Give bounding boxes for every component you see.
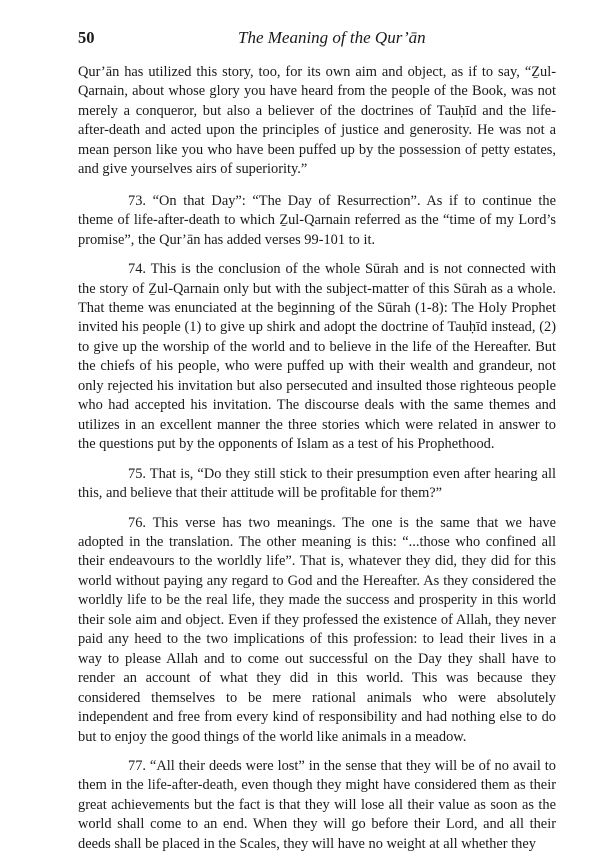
note-73: 73. “On that Day”: “The Day of Resurrection”. As if to continue the theme of life-after-death to which Ẕul-Qarnain referred as the “time of my Lord’s promise”, the Qur’ān has added verses 99-101 to it. — [78, 192, 556, 248]
note-77: 77. “All their deeds were lost” in the sense that they will be of no avail to them in the life-after-death, even though they might have considered them as their great achievements but the fact is that they will lose all their value as soon as the world shall come to an end. When they will go before their Lord, and all their deeds shall be placed in the Scales, they will have no weight at all whether they — [78, 757, 556, 852]
note-75: 75. That is, “Do they still stick to their presumption even after hearing all this, and believe that their attitude will be profitable for them?” — [78, 465, 556, 502]
paragraph-continuation: Qur’ān has utilized this story, too, for its own aim and object, as if to say, “Ẕul-Qarnain, about whose glory you have heard from the people of the Book, was not merely a conqueror, but also a believer of the doctrines of Tauḥīd and the life-after-death and acted upon the principles of justice and generosity. He was not a mean person like you who have been puffed up by the possession of petty estates, and give yourselves airs of superiority.” — [78, 64, 556, 178]
page-number: 50 — [78, 28, 95, 47]
page-header — [78, 28, 560, 52]
note-76: 76. This verse has two meanings. The one is the same that we have adopted in the translation. The other meaning is this: “...those who confined all their endeavours to the worldly life”. That is, whatever they did, they did for this world without paying any regard to God and the Hereafter. As they considered the worldly life to be the real life, they made the success and prosperity in this world their sole aim and object. Even if they professed the existence of Allah, they never paid any heed to the two implications of this profession: to lead their lives in a way to please Allah and to come out successful on the Day they shall have to render an account of what they did in this world. This was because they considered themselves to be mere rational animals who were absolutely independent and free from every kind of responsibility and had nothing else to do but to enjoy the good things of the world like animals in a meadow. — [78, 514, 556, 745]
body-text — [78, 63, 556, 864]
note-74: 74. This is the conclusion of the whole Sūrah and is not connected with the story of Ẕul-Qarnain only but with the subject-matter of this Sūrah as a whole. That theme was enunciated at the beginning of the Sūrah (1-8): The Holy Prophet invited his people (1) to give up shirk and adopt the doctrine of Tauḥīd instead, (2) to give up the worship of the world and to believe in the life of the Hereafter. But the chiefs of his people, who were puffed up with their wealth and grandeur, not only rejected his invitation but also persecuted and insulted those righteous people who had accepted his invitation. The discourse deals with the same themes and utilizes in an excellent manner the three stories which were related in answer to the questions put by the opponents of Islam as a test of his Prophethood. — [78, 261, 556, 453]
running-title: The Meaning of the Qur’ān — [238, 28, 426, 47]
